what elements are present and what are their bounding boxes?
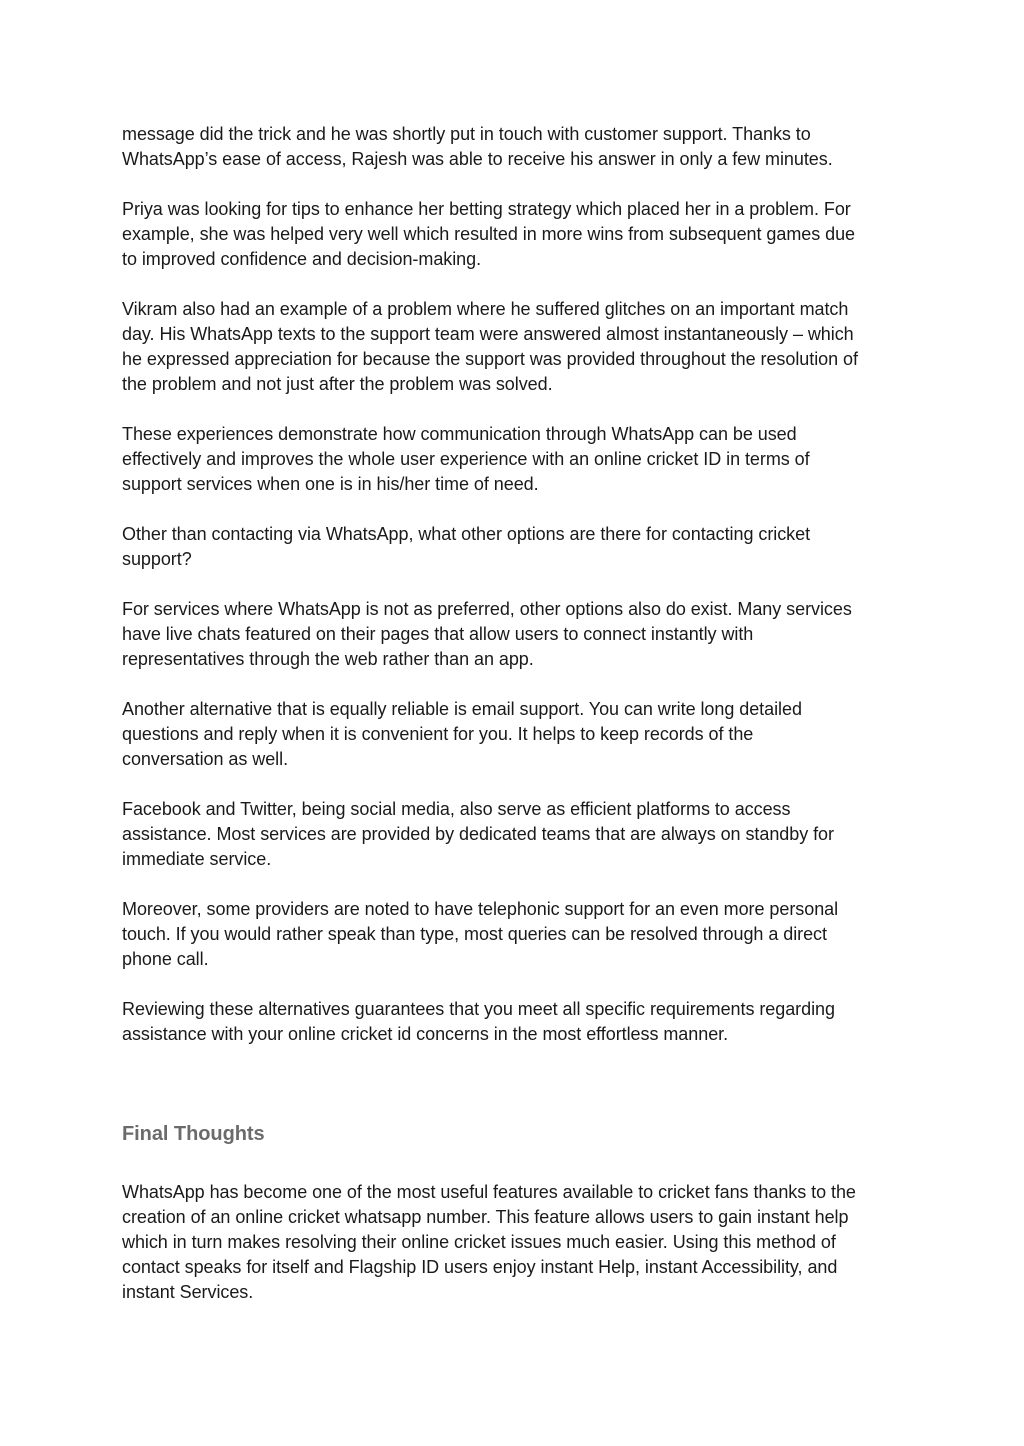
paragraph-vikram: Vikram also had an example of a problem where he suffered glitches on an important match day. His WhatsApp texts to the support team were answered almost instantaneously – which he expressed appreciation for because the support was provided throughout the resolution of the problem and not just after the problem was solved.: [122, 299, 858, 394]
paragraph-live-chat: For services where WhatsApp is not as preferred, other options also do exist. Many services have live chats featured on their pages that allow users to connect instantly with representatives through the web rather than an app.: [122, 599, 852, 669]
paragraph-telephonic-support: Moreover, some providers are noted to have telephonic support for an even more personal touch. If you would rather speak than type, most queries can be resolved through a direct phone call.: [122, 899, 839, 969]
paragraph-experiences: These experiences demonstrate how communication through WhatsApp can be used effectively and improves the whole user experience with an online cricket ID in terms of support services when one is in his/her time of need.: [122, 424, 810, 494]
paragraph-priya: Priya was looking for tips to enhance her betting strategy which placed her in a problem. For example, she was helped very well which resulted in more wins from subsequent games due to improved confidence and decision-making.: [122, 199, 856, 269]
section-heading-final-thoughts: Final Thoughts: [122, 1123, 265, 1145]
document-body: [122, 122, 912, 1330]
paragraph-final-thoughts: WhatsApp has become one of the most useful features available to cricket fans thanks to the creation of an online cricket whatsapp number. This feature allows users to gain instant help which in turn makes resolving their online cricket issues much easier. Using this method of contact speaks for itself and Flagship ID users enjoy instant Help, instant Accessibility, and instant Services.: [122, 1182, 856, 1302]
paragraph-reviewing-alternatives: Reviewing these alternatives guarantees that you meet all specific requirements regarding assistance with your online cricket id concerns in the most effortless manner.: [122, 999, 835, 1044]
paragraph-social-media: Facebook and Twitter, being social media, also serve as efficient platforms to access assistance. Most services are provided by dedicated teams that are always on standby for immediate service.: [122, 799, 834, 869]
paragraph-email-support: Another alternative that is equally reliable is email support. You can write long detailed questions and reply when it is convenient for you. It helps to keep records of the conversation as well.: [122, 699, 802, 769]
paragraph-other-options-question: Other than contacting via WhatsApp, what other options are there for contacting cricket support?: [122, 524, 811, 569]
paragraph-rajesh: message did the trick and he was shortly put in touch with customer support. Thanks to WhatsApp’s ease of access, Rajesh was able to receive his answer in only a few minutes.: [122, 124, 833, 169]
